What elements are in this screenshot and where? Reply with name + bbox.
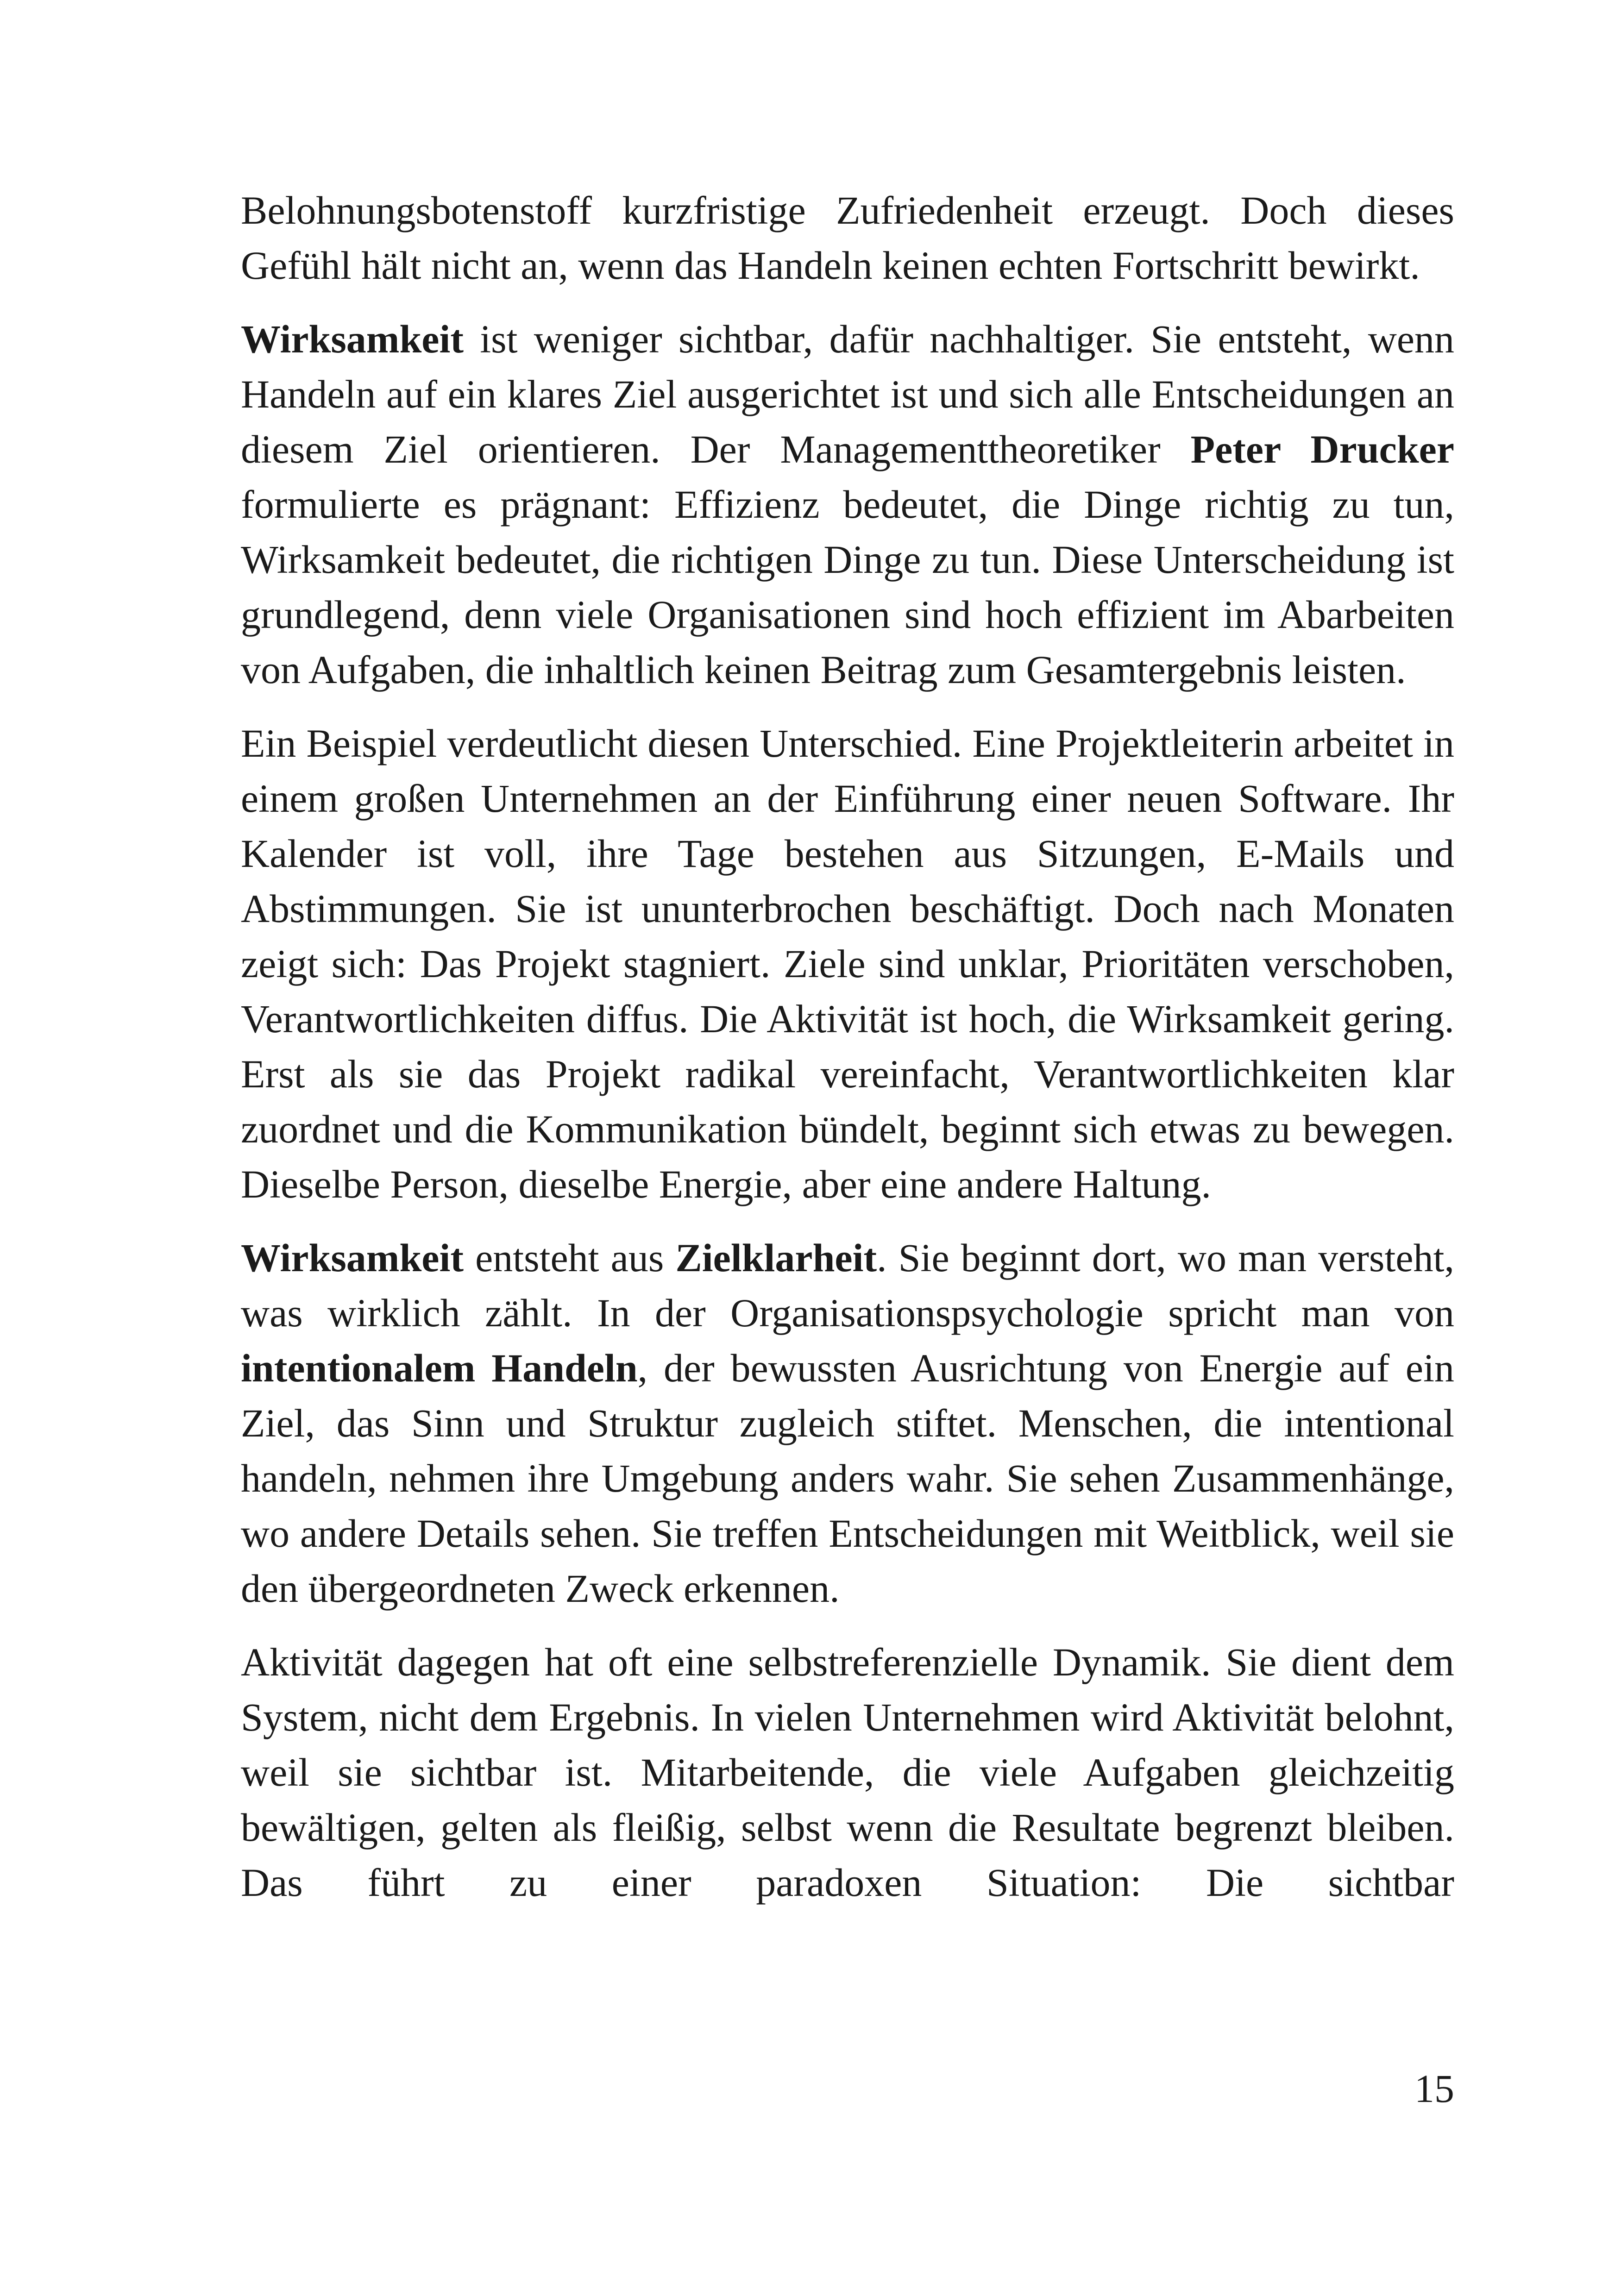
text-segment: , der bewussten Ausrichtung von Energie auf ein Ziel, das Sinn und Struktur zugleich stiftet. Menschen, die intentional handeln, nehmen ihre Umgebung anders wahr. Sie sehen Zusammenhänge, wo andere Details sehen. Sie treffen Entscheidungen mit Weitblick, weil sie den übergeordneten Zweck erkennen. [241,1346,1454,1611]
bold-term-wirksamkeit: Wirksamkeit [241,1236,464,1280]
text-segment: Aktivität dagegen hat oft eine selbstreferenzielle Dynamik. Sie dient dem System, nicht dem Ergebnis. In vielen Unternehmen wird Aktivität belohnt, weil sie sichtbar ist. Mitarbeitende, die viele Aufgaben gleichzeitig bewältigen, gelten als fleißig, selbst wenn die Resultate begrenzt bleiben. Das führt zu einer paradoxen Situation: Die sichtbar [241,1640,1454,1905]
bold-term-peter-drucker: Peter Drucker [1190,427,1454,471]
paragraph-4 [241,1230,1454,1616]
text-segment: entsteht aus [463,1236,676,1280]
text-segment: . Sie beginnt dort, wo man versteht, was wirklich zählt. In der Organisationspsychologie spricht man von [241,1236,1454,1335]
text-segment: Belohnungsbotenstoff kurzfristige Zufriedenheit erzeugt. Doch dieses Gefühl hält nicht an, wenn das Handeln keinen echten Fortschritt bewirkt. [241,188,1454,288]
page-number: 15 [1414,2066,1454,2111]
paragraph-5 [241,1635,1454,1910]
bold-term-wirksamkeit: Wirksamkeit [241,317,464,361]
paragraph-3 [241,716,1454,1212]
text-segment: formulierte es prägnant: Effizienz bedeutet, die Dinge richtig zu tun, Wirksamkeit bedeutet, die richtigen Dinge zu tun. Diese Unterscheidung ist grundlegend, denn viele Organisationen sind hoch effizient im Abarbeiten von Aufgaben, die inhaltlich keinen Beitrag zum Gesamtergebnis leisten. [241,482,1454,692]
paragraph-2 [241,312,1454,697]
paragraph-1 [241,183,1454,293]
bold-term-intentionalem-handeln: intentionalem Handeln [241,1346,638,1390]
text-segment: ist weniger sichtbar, dafür nachhaltiger. Sie entsteht, wenn Handeln auf ein klares Ziel ausgerichtet ist und sich alle Entscheidungen an diesem Ziel orientieren. Der Managementtheoretiker [241,317,1454,471]
body-text [241,183,1454,1910]
text-segment: Ein Beispiel verdeutlicht diesen Unterschied. Eine Projektleiterin arbeitet in einem großen Unternehmen an der Einführung einer neuen Software. Ihr Kalender ist voll, ihre Tage bestehen aus Sitzungen, E-Mails und Abstimmungen. Sie ist ununterbrochen beschäftigt. Doch nach Monaten zeigt sich: Das Projekt stagniert. Ziele sind unklar, Prioritäten verschoben, Verantwortlichkeiten diffus. Die Aktivität ist hoch, die Wirksamkeit gering. Erst als sie das Projekt radikal vereinfacht, Verantwortlichkeiten klar zuordnet und die Kommunikation bündelt, beginnt sich etwas zu bewegen. Dieselbe Person, dieselbe Energie, aber eine andere Haltung. [241,721,1454,1206]
bold-term-zielklarheit: Zielklarheit [675,1236,877,1280]
